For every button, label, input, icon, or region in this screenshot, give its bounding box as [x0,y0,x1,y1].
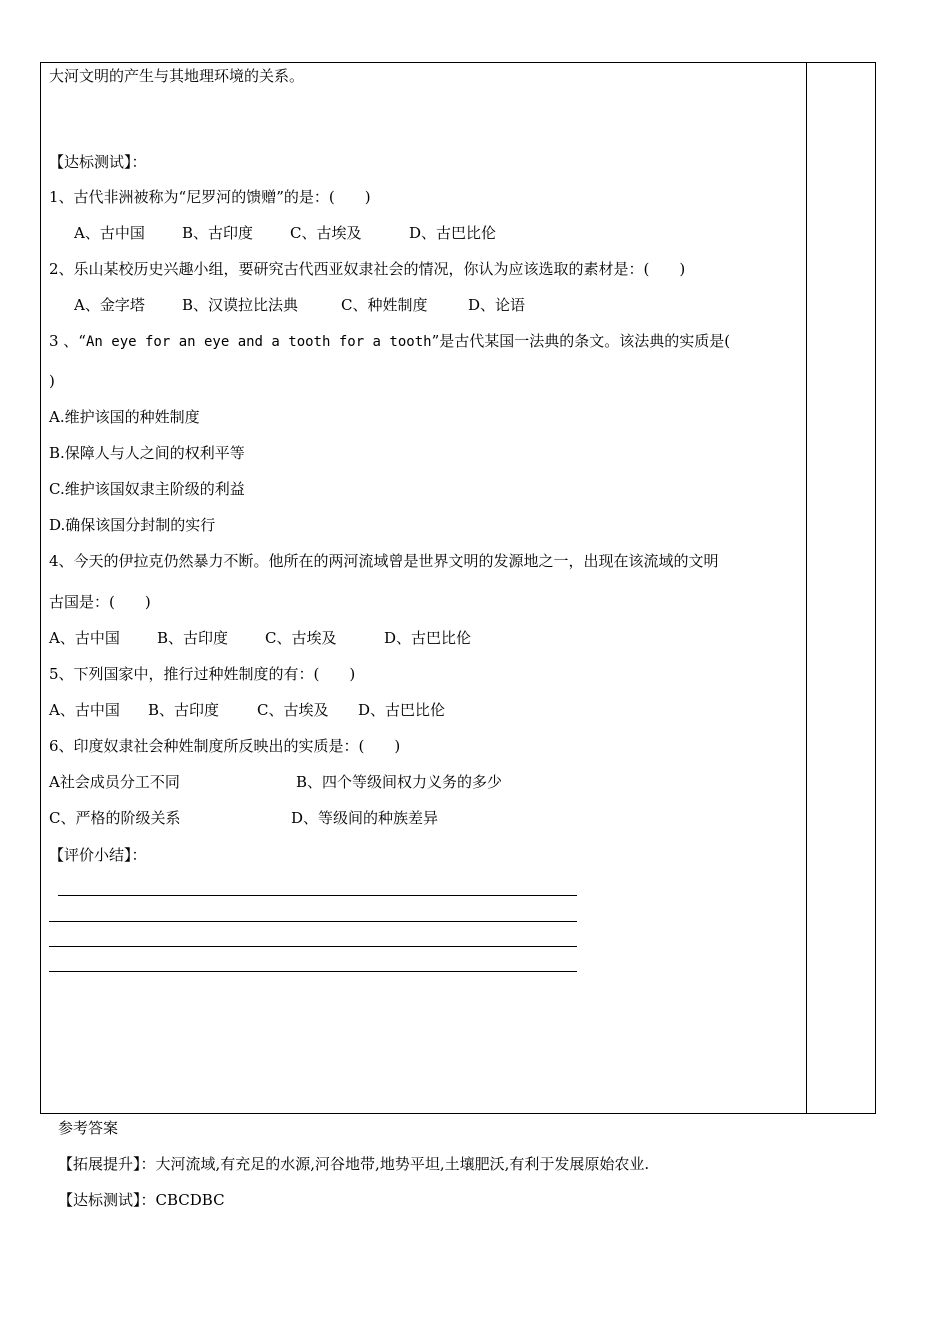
q6-option-c: C、严格的阶级关系 [49,809,181,827]
intro-text: 大河文明的产生与其地理环境的关系。 [49,67,305,85]
q5-option-d: D、古巴比伦 [358,701,446,719]
answers-test [58,1190,225,1210]
q4-option-c: C、古埃及 [265,629,337,647]
q6-option-b: B、四个等级间权力义务的多少 [296,773,503,791]
question-3-stem [49,331,730,352]
question-2-stem: 2、乐山某校历史兴趣小组，要研究古代西亚奴隶社会的情况，你认为应该选取的素材是：( ) [49,260,686,278]
question-6-stem: 6、印度奴隶社会种姓制度所反映出的实质是：( ) [49,737,401,755]
answers-title: 参考答案 [58,1119,119,1137]
q5-option-b: B、古印度 [148,701,220,719]
q4-option-a: A、古中国 [49,629,120,647]
answers-expand-text: 大河流域,有充足的水源,河谷地带,地势平坦,土壤肥沃,有利于发展原始农业. [155,1155,650,1173]
test-heading: 【达标测试】： [49,153,147,171]
q3-option-b: B.保障人与人之间的权利平等 [49,444,245,462]
q2-option-a: A、金字塔 [74,296,145,314]
writing-line [49,971,577,972]
q3-stem-prefix: 3 、“ [49,332,86,350]
answers-expand-label: 【拓展提升】： [58,1155,156,1173]
q3-stem-quote: An eye for an eye and a tooth for a tooth [85,334,432,350]
q3-option-c: C.维护该国奴隶主阶级的利益 [49,480,245,498]
q3-stem-close: ) [49,372,55,390]
question-1-stem: 1、古代非洲被称为“尼罗河的馈赠”的是：( ) [49,188,371,206]
q6-option-a: A社会成员分工不同 [49,773,180,791]
q1-option-a: A、古中国 [74,224,145,242]
q3-option-d: D.确保该国分封制的实行 [49,516,216,534]
answers-test-text: CBCDBC [155,1191,225,1209]
q4-option-b: B、古印度 [157,629,229,647]
q3-option-a: A.维护该国的种姓制度 [49,408,200,426]
q5-option-c: C、古埃及 [257,701,329,719]
q2-option-b: B、汉谟拉比法典 [182,296,299,314]
worksheet-table [40,62,876,1114]
question-4-stem-line1: 4、今天的伊拉克仍然暴力不断。他所在的两河流域曾是世界文明的发源地之一，出现在该流域的文明 [49,552,719,570]
q1-option-b: B、古印度 [182,224,254,242]
q6-option-d: D、等级间的种族差异 [291,809,439,827]
question-5-stem: 5、下列国家中，推行过种姓制度的有：( ) [49,665,356,683]
q4-option-d: D、古巴比伦 [384,629,472,647]
summary-heading: 【评价小结】： [49,846,147,864]
q1-option-c: C、古埃及 [290,224,362,242]
q3-stem-suffix: ”是古代某国一法典的条文。该法典的实质是( [431,332,731,350]
table-column-divider [806,62,807,1114]
writing-line [58,895,577,896]
q1-option-d: D、古巴比伦 [409,224,497,242]
writing-line [49,946,577,947]
answers-test-label: 【达标测试】： [58,1191,156,1209]
question-4-stem-line2: 古国是：( ) [49,593,151,611]
writing-line [49,921,577,922]
q2-option-d: D、论语 [468,296,526,314]
q2-option-c: C、种姓制度 [341,296,428,314]
answers-expand [58,1154,649,1174]
q5-option-a: A、古中国 [49,701,120,719]
